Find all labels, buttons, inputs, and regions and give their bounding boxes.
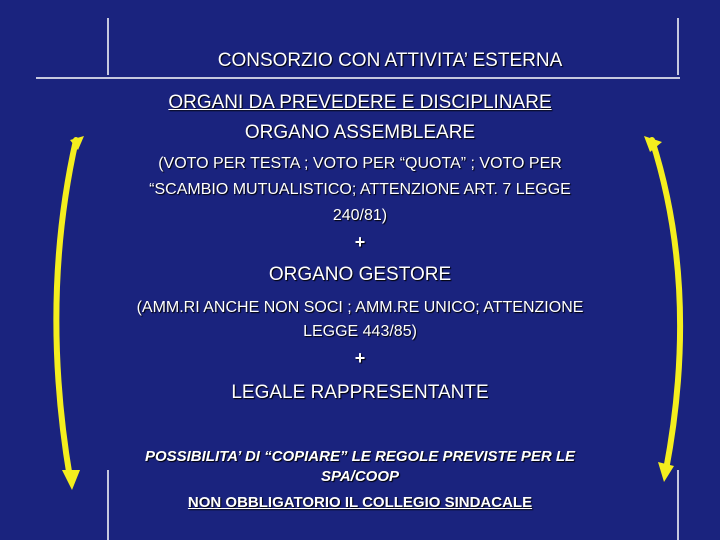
heading-assembly: ORGANO ASSEMBLEARE [244, 122, 476, 143]
footer-line2: SPA/COOP [320, 468, 400, 485]
footer-line1: POSSIBILITA’ DI “COPIARE” LE REGOLE PREVISTE PER LE [144, 448, 576, 465]
assembly-note-line3: 240/81) [332, 207, 388, 224]
slide-title: CONSORZIO CON ATTIVITA’ ESTERNA [217, 50, 563, 71]
assembly-note-line2: “SCAMBIO MUTUALISTICO; ATTENZIONE ART. 7 LEGGE [149, 181, 571, 198]
heading-organs: ORGANI DA PREVEDERE E DISCIPLINARE [168, 92, 552, 113]
manager-note-line2: LEGGE 443/85) [303, 323, 417, 340]
manager-note-line1: (AMM.RI ANCHE NON SOCI ; AMM.RE UNICO; ATTENZIONE [136, 299, 584, 316]
plus-sign-1: + [354, 232, 366, 252]
heading-legal-rep: LEGALE RAPPRESENTANTE [231, 382, 489, 403]
assembly-note-line1: (VOTO PER TESTA ; VOTO PER “QUOTA” ; VOTO PER [158, 155, 562, 172]
heading-manager: ORGANO GESTORE [268, 264, 452, 285]
footer-line3: NON OBBLIGATORIO IL COLLEGIO SINDACALE [187, 494, 533, 511]
plus-sign-2: + [354, 348, 366, 368]
